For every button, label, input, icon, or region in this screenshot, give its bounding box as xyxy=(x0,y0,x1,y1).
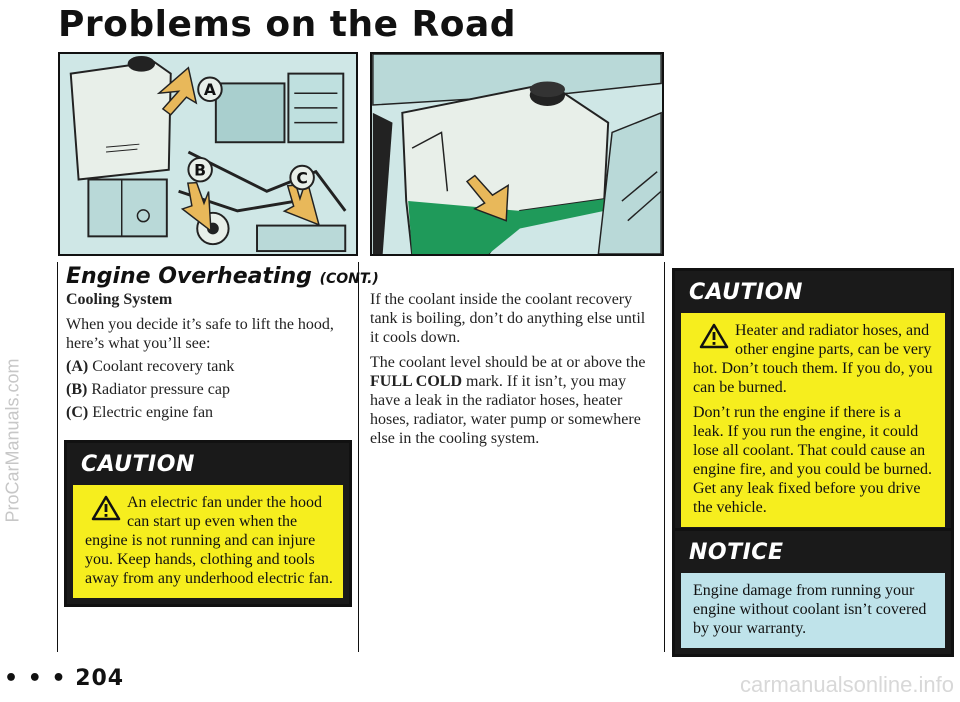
caution-right-title: CAUTION xyxy=(689,279,803,305)
caution-box-left xyxy=(64,440,352,607)
callout-b: B xyxy=(194,160,207,180)
section-heading-suffix: (CONT.) xyxy=(319,271,379,287)
notice-title: NOTICE xyxy=(689,539,784,565)
column-rule-left xyxy=(57,262,58,652)
notice-body xyxy=(681,573,945,648)
callout-c: C xyxy=(296,168,308,188)
list-item-a xyxy=(66,357,352,376)
list-item-b-text: Radiator pressure cap xyxy=(91,381,230,398)
caution-left-text: An electric fan under the hood can start up even when the engine is not running and can injure you. Keep hands, clothing and tools away from any underhood electric fan. xyxy=(85,494,333,587)
full-cold-mark: FULL COLD xyxy=(370,373,463,390)
intro-text: When you decide it’s safe to lift the hood, here’s what you’ll see: xyxy=(66,316,334,352)
notice-box xyxy=(672,528,954,657)
subhead: Cooling System xyxy=(66,291,173,308)
middle-para-2-pre: The coolant level should be at or above the xyxy=(370,354,646,371)
section-heading xyxy=(66,264,379,289)
side-watermark-text: ProCarManuals.com xyxy=(2,357,23,523)
engine-bay-photo xyxy=(58,52,358,256)
caution-left-title: CAUTION xyxy=(81,451,195,477)
side-watermark xyxy=(2,230,24,650)
warning-triangle-icon xyxy=(699,323,729,349)
list-item-c-text: Electric engine fan xyxy=(92,404,214,421)
column-rule-middle xyxy=(358,262,359,652)
caution-left-body xyxy=(73,485,343,598)
column-rule-right xyxy=(664,262,665,652)
engine-bay-illustration xyxy=(60,54,356,254)
list-item-b xyxy=(66,380,352,399)
caution-right-text-2: Don’t run the engine if there is a leak. If you run the engine, it could lose all coolant. That could cause an engine fire, and you could be burned. Get any leak fixed before you drive the vehicle. xyxy=(693,404,933,516)
caution-right-body xyxy=(681,313,945,527)
caution-right-text-1: Heater and radiator hoses, and other engine parts, can be very hot. Don’t touch them. If you do, you can be burned. xyxy=(693,322,933,396)
cooling-system-block xyxy=(66,290,352,422)
section-heading-text: Engine Overheating xyxy=(66,264,312,289)
coolant-level-block xyxy=(370,290,654,448)
list-item-c xyxy=(66,403,352,422)
coolant-tank-illustration xyxy=(372,54,662,254)
notice-text: Engine damage from running your engine without coolant isn’t covered by your warranty. xyxy=(693,582,927,637)
list-item-a-letter: (A) xyxy=(66,358,89,375)
warning-triangle-icon xyxy=(91,495,121,521)
page-number-value: 204 xyxy=(75,666,125,691)
list-item-b-letter: (B) xyxy=(66,381,88,398)
middle-para-2-post: mark. If it isn’t, you may have a leak in the radiator hoses, heater hoses, radiator, water pump or somewhere else in the cooling system. xyxy=(370,373,641,447)
callout-a: A xyxy=(203,80,217,100)
list-item-c-letter: (C) xyxy=(66,404,89,421)
page-title: Problems on the Road xyxy=(58,4,517,45)
page-number xyxy=(4,666,124,691)
page-number-prefix: • • • xyxy=(4,666,67,691)
list-item-a-text: Coolant recovery tank xyxy=(92,358,235,375)
coolant-tank-photo xyxy=(370,52,664,256)
caution-box-right xyxy=(672,268,954,536)
bottom-watermark: carmanualsonline.info xyxy=(739,672,954,697)
middle-para-2 xyxy=(370,353,654,448)
middle-para-1: If the coolant inside the coolant recovery tank is boiling, don’t do anything else until it cools down. xyxy=(370,291,646,346)
